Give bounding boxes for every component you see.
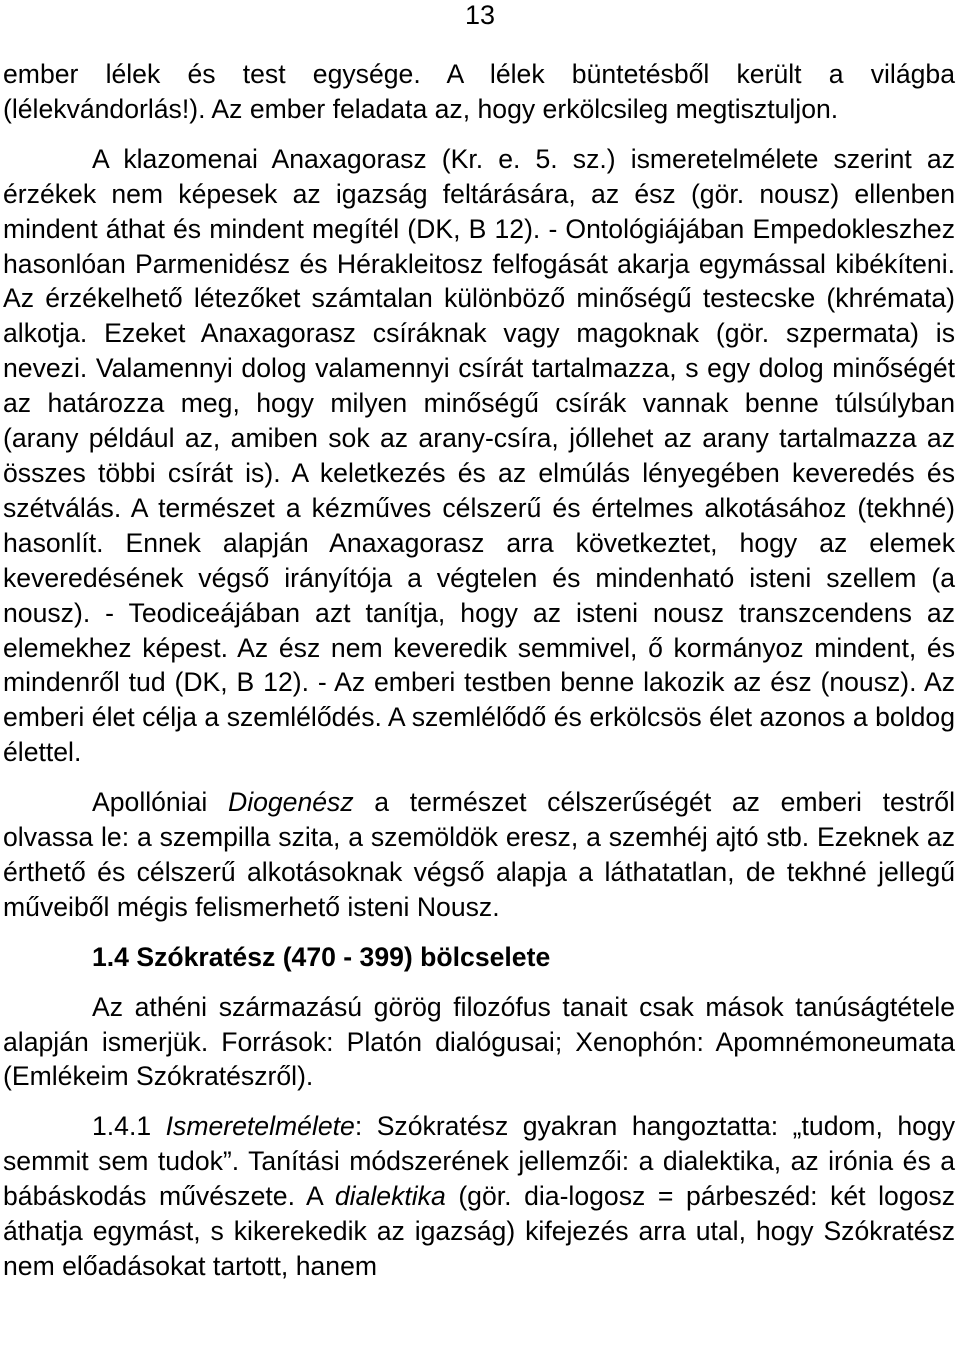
section-heading: 1.4 Szókratész (470 - 399) bölcselete bbox=[92, 941, 551, 972]
paragraph-1: ember lélek és test egysége. A lélek büntetésből került a világba (lélekvándorlás!). Az ember feladata az, hogy erkölcsileg megtisztuljon. bbox=[3, 59, 955, 124]
page-number: 13 bbox=[464, 0, 496, 30]
subsection-title: Ismeretelmélete bbox=[165, 1111, 355, 1142]
paragraph-ismeretelmelete bbox=[3, 1109, 955, 1284]
subsection-number: 1.4.1 bbox=[92, 1111, 166, 1142]
subsection-text-1: : Szókratész gyakran hangoztatta: „tudom, hogy semmit sem tudok”. Tanítási módszerének jellemzői: a dialektika, az irónia és a bábáskodás művészete. A bbox=[3, 1111, 955, 1212]
subsection-text-2: (gör. dia-logosz = párbeszéd: két logosz áthatja egymást, s kikerekedik az igazság) kifejezés arra utal, hogy Szókratész nem előadásokat tartott, hanem bbox=[3, 1181, 955, 1281]
dialektika-term: dialektika bbox=[334, 1181, 446, 1212]
paragraph-anaxagorasz: A klazomenai Anaxagorasz (Kr. e. 5. sz.) ismeretelmélete szerint az érzékek nem képesek az igazság feltárására, az ész (gör. nousz) ellenben mindent áthat és mindent megítél (DK, B 12). - Ontológiájában Empedokleszhez hasonlóan Parmenidész és Hérakleitosz felfogását akarja egymással kibékíteni. Az érzékelhető létezőket számtalan különböző minőségű testecske (khrémata) alkotja. Ezeket Anaxagorasz csíráknak vagy magoknak (gör. szpermata) is nevezi. Valamennyi dolog valamennyi csírát tartalmazza, s egy dolog minőségét az határozza meg, hogy milyen minőségű csírák vannak benne túlsúlyban (arany például az, amiben sok az arany-csíra, jóllehet az arany tartalmazza az összes többi csírát is). A keletkezés és az elmúlás lényegében keveredés és szétválás. A természet a kézműves célszerű és értelmes alkotásához (tekhné) hasonlít. Ennek alapján Anaxagorasz arra következtet, hogy az elemek keveredésének végső irányítója a végtelen és mindenható isteni szellem (a nousz). - Teodiceájában azt tanítja, hogy az isteni nousz transzcendens az elemekhez képest. Az ész nem keveredik semmivel, ő kormányoz mindent, és mindenről tud (DK, B 12). - Az emberi testben benne lakozik az ész (nousz). Az emberi élet célja a szemlélődés. A szemlélődő és erkölcsös élet azonos a boldog élettel. bbox=[3, 143, 955, 768]
diogenesz-name: Diogenész bbox=[227, 787, 354, 818]
body-text bbox=[3, 57, 955, 1284]
paragraph-szokratesz-intro: Az athéni származású görög filozófus tanait csak mások tanúságtétele alapján ismerjük. Források: Platón dialógusai; Xenophón: Apomnémoneumata (Emlékeim Szókratészről). bbox=[3, 991, 955, 1092]
paragraph-diogenesz bbox=[3, 785, 955, 925]
diogenesz-intro: Apollóniai bbox=[92, 787, 228, 818]
diogenesz-text: a természet célszerűségét az emberi testről olvassa le: a szempilla szita, a szemöldök eresz, a szemhéj ajtó stb. Ezeknek az érthető és célszerű alkotásoknak végső alapja a láthatatlan, de tekhné jellegű műveiből mégis felismerhető isteni Nousz. bbox=[3, 787, 955, 922]
